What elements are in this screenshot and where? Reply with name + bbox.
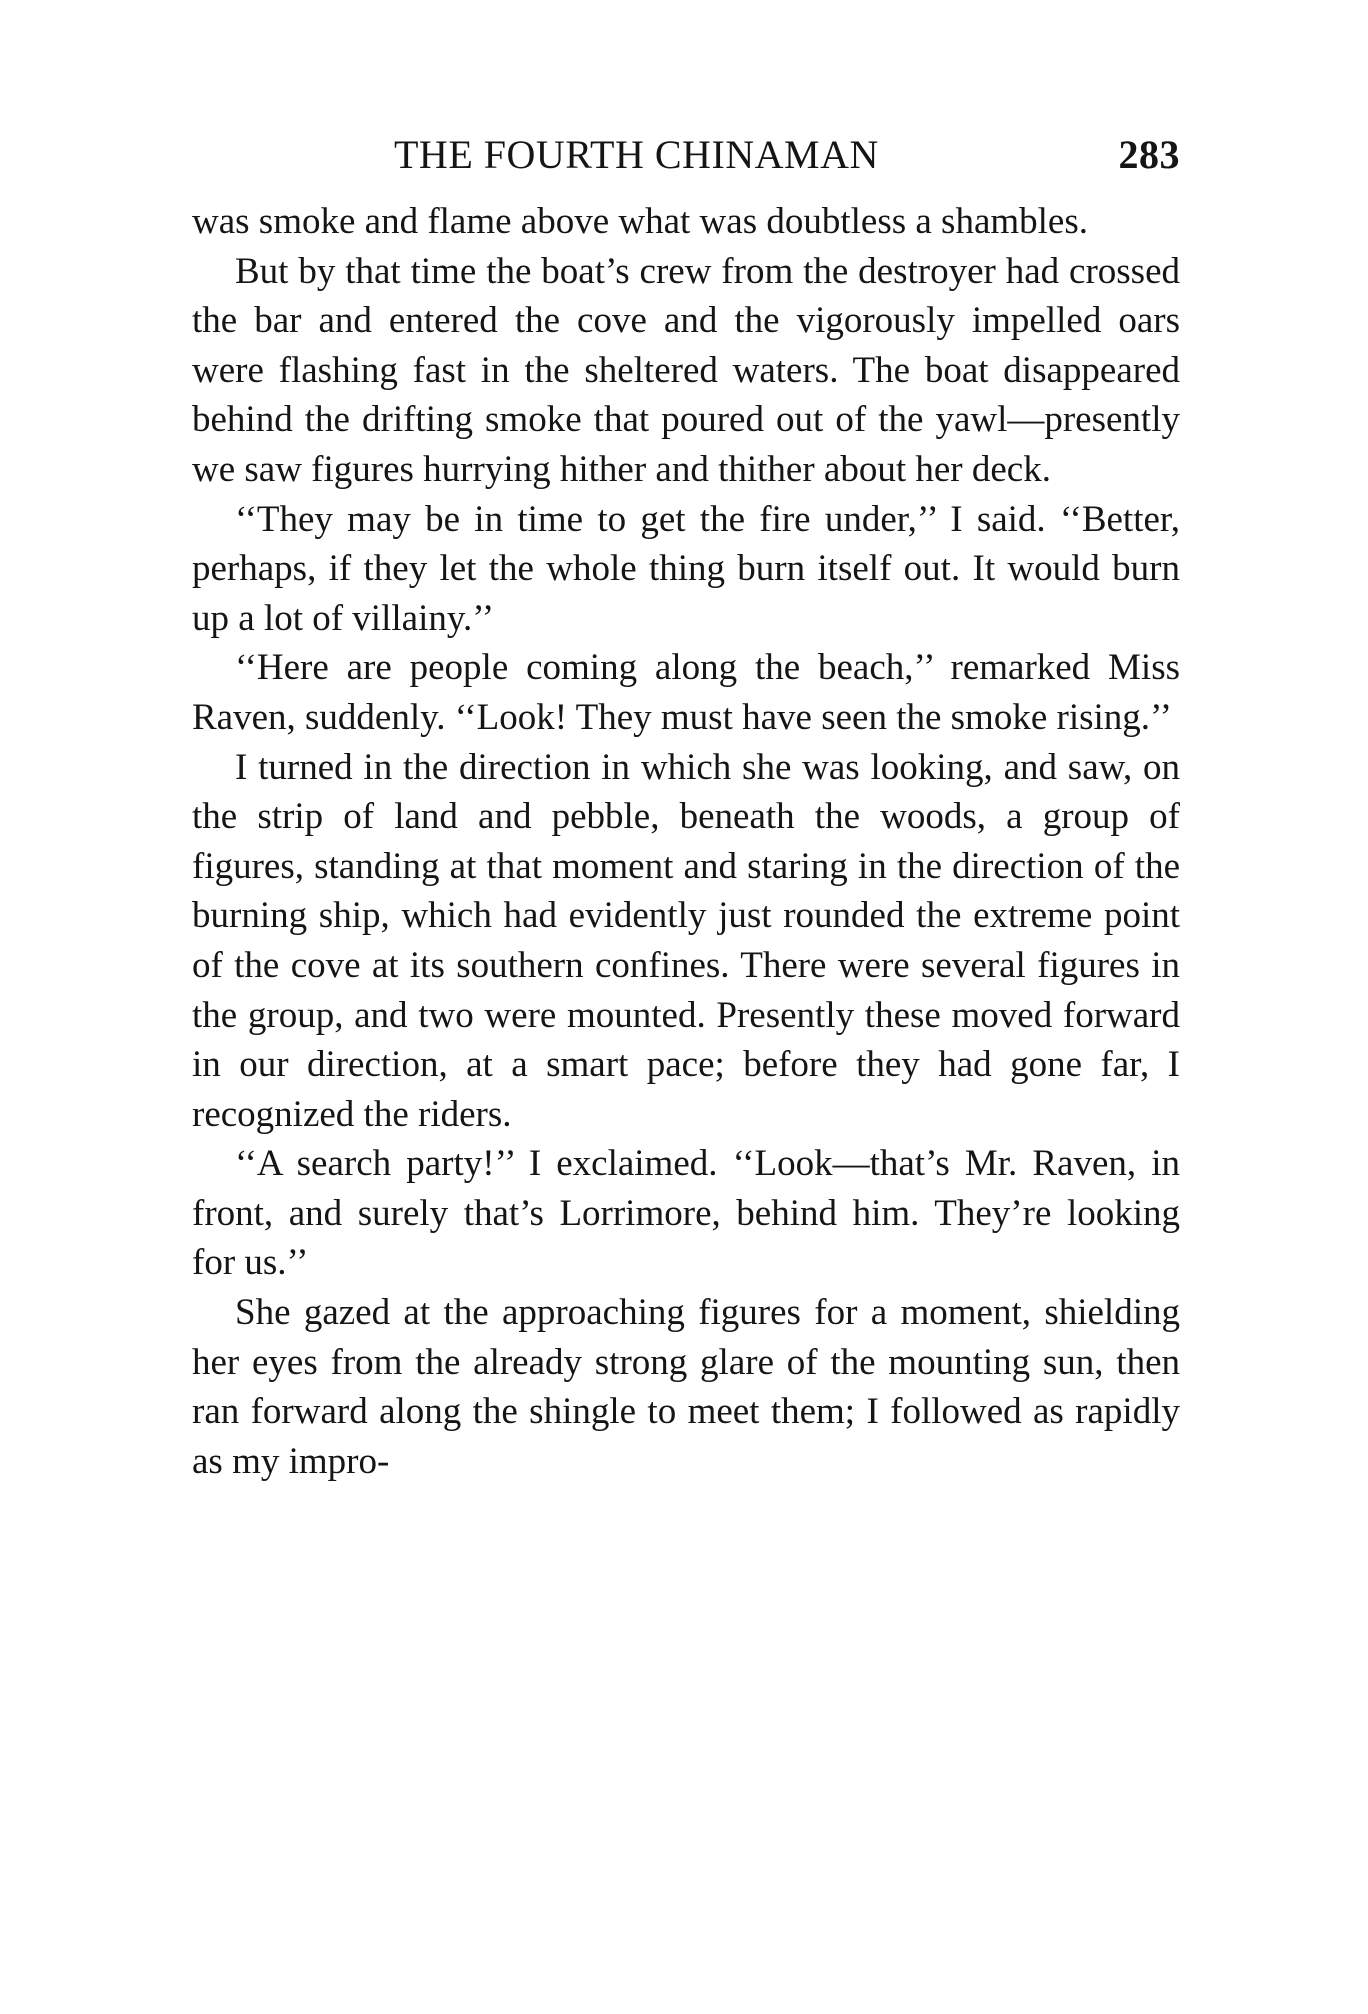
paragraph: I turned in the direction in which she was looking, and saw, on the strip of land and pebble, beneath the woods, a group of figures, standing at that moment and staring in the direction of the burning ship, which had evidently just rounded the extreme point of the cove at its southern confines. There were several figures in the group, and two were mounted. Presently these moved forward in our direction, at a smart pace; before they had gone far, I recognized the riders. xyxy=(192,746,1180,1135)
paragraph: ‘‘Here are people coming along the beach,’’ remarked Miss Raven, suddenly. ‘‘Look! They must have seen the smoke rising.’’ xyxy=(192,647,1180,738)
paragraph: ‘‘A search party!’’ I exclaimed. ‘‘Look—that’s Mr. Raven, in front, and surely that’s Lorrimore, behind him. They’re looking for us.’’ xyxy=(192,1143,1180,1284)
paragraph-continued: was smoke and flame above what was doubtless a shambles. xyxy=(192,201,1089,242)
paragraph: She gazed at the approaching figures for a moment, shielding her eyes from the already strong glare of the mounting sun, then ran forward along the shingle to meet them; I followed as rapidly as my impro- xyxy=(192,1292,1180,1482)
paragraph: ‘‘They may be in time to get the fire under,’’ I said. ‘‘Better, perhaps, if they let the whole thing burn itself out. It would burn up a lot of villainy.’’ xyxy=(192,498,1180,639)
running-head xyxy=(192,128,1180,182)
paragraph: But by that time the boat’s crew from the destroyer had crossed the bar and entered the cove and the vigorously impelled oars were flashing fast in the sheltered waters. The boat disappeared behind the drifting smoke that poured out of the yawl—presently we saw figures hurrying hither and thither about her deck. xyxy=(192,250,1180,490)
body-text xyxy=(192,197,1180,1486)
running-title: THE FOURTH CHINAMAN xyxy=(394,132,879,177)
page-number: 283 xyxy=(1118,132,1180,177)
